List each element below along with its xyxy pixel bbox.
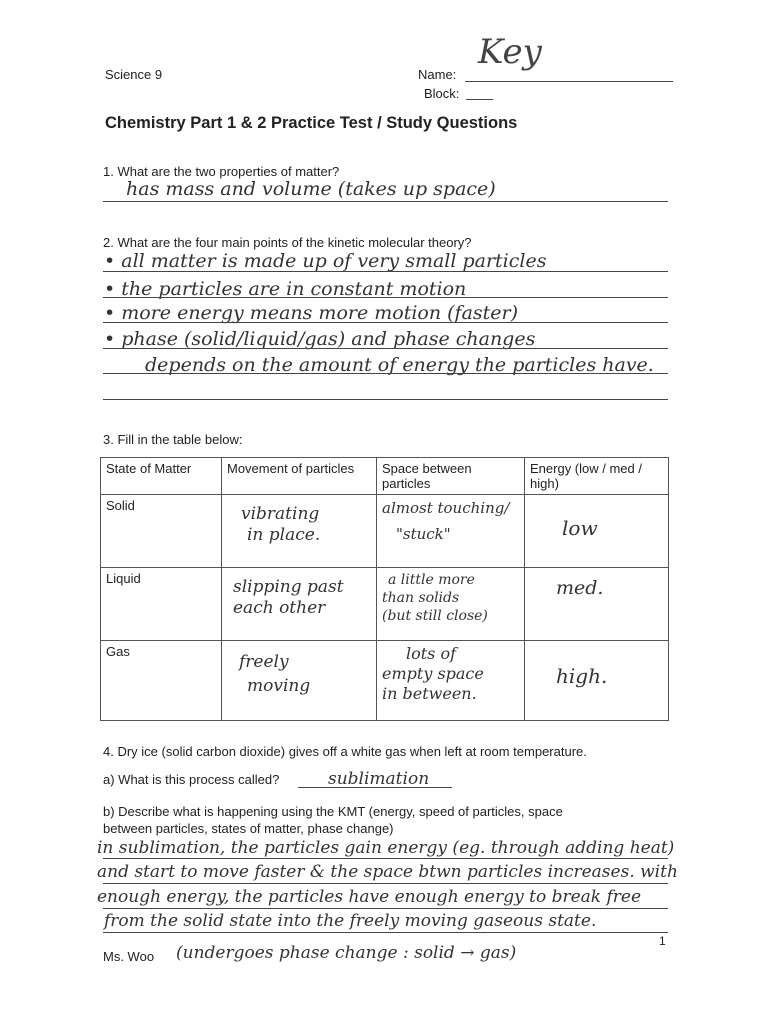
answer-line	[103, 348, 668, 349]
movement-cell	[222, 495, 377, 568]
name-value: Key	[478, 32, 542, 72]
space-line: lots of	[406, 644, 457, 663]
answer-2-line-5: depends on the amount of energy the particles have.	[145, 354, 654, 376]
answer-line	[103, 908, 668, 909]
answer-4b-line-5: (undergoes phase change : solid → gas)	[176, 943, 517, 963]
question-2: 2. What are the four main points of the kinetic molecular theory?	[103, 235, 472, 250]
table-row	[101, 641, 669, 721]
space-line: than solids	[382, 590, 460, 606]
energy-cell	[525, 495, 669, 568]
movement-line: in place.	[247, 525, 321, 545]
energy-cell	[525, 568, 669, 641]
space-cell	[377, 568, 525, 641]
answer-line	[103, 297, 668, 298]
answer-line	[103, 201, 668, 202]
answer-4b-line-2: and start to move faster & the space btwn particles increases. with	[97, 862, 678, 882]
answer-line	[103, 399, 668, 400]
movement-cell	[222, 641, 377, 721]
question-4b-line-2: between particles, states of matter, phase change)	[103, 821, 394, 836]
space-line: a little more	[388, 572, 475, 588]
answer-line	[103, 271, 668, 272]
space-line: in between.	[382, 684, 477, 703]
movement-line: freely	[239, 652, 289, 672]
answer-2-line-4: • phase (solid/liquid/gas) and phase changes	[104, 328, 536, 350]
energy-value: high.	[556, 664, 608, 688]
table-row	[101, 495, 669, 568]
answer-1: has mass and volume (takes up space)	[126, 178, 496, 200]
space-line: (but still close)	[382, 608, 488, 624]
states-table	[100, 457, 669, 721]
energy-value: low	[562, 516, 598, 540]
question-4: 4. Dry ice (solid carbon dioxide) gives off a white gas when left at room temperature.	[103, 744, 587, 759]
space-cell	[377, 495, 525, 568]
answer-4a: sublimation	[328, 769, 430, 789]
name-label: Name:	[418, 67, 457, 82]
answer-2-line-3: • more energy means more motion (faster)	[104, 302, 519, 324]
movement-line: moving	[247, 676, 311, 696]
page-number: 1	[659, 934, 666, 948]
space-line: "stuck"	[396, 525, 451, 543]
movement-cell	[222, 568, 377, 641]
answer-2-line-1: • all matter is made up of very small particles	[104, 250, 547, 272]
question-3: 3. Fill in the table below:	[103, 432, 243, 447]
movement-line: slipping past	[233, 577, 344, 597]
answer-4b-line-3: enough energy, the particles have enough energy to break free	[97, 887, 642, 907]
answer-2-line-2: • the particles are in constant motion	[104, 278, 467, 300]
answer-line	[103, 932, 668, 933]
movement-line: vibrating	[241, 504, 320, 524]
answer-4b-line-1: in sublimation, the particles gain energy (eg. through adding heat)	[97, 838, 675, 858]
page-title: Chemistry Part 1 & 2 Practice Test / Study Questions	[105, 114, 518, 132]
energy-cell	[525, 641, 669, 721]
table-header-row	[101, 458, 669, 495]
name-underline	[465, 81, 673, 82]
answer-line	[103, 883, 668, 884]
question-1: 1. What are the two properties of matter?	[103, 164, 340, 179]
answer-line	[103, 322, 668, 323]
header-space: Space between particles	[377, 458, 525, 495]
space-line: almost touching/	[382, 499, 510, 517]
block-underline	[466, 99, 493, 100]
state-cell: Solid	[101, 495, 222, 568]
space-line: empty space	[382, 664, 484, 683]
header-state: State of Matter	[101, 458, 222, 495]
answer-4b-line-4: from the solid state into the freely moving gaseous state.	[104, 911, 597, 931]
movement-line: each other	[233, 598, 326, 618]
energy-value: med.	[556, 577, 604, 599]
state-cell: Liquid	[101, 568, 222, 641]
answer-line	[103, 373, 668, 374]
state-cell: Gas	[101, 641, 222, 721]
question-4a: a) What is this process called?	[103, 772, 280, 787]
teacher-name: Ms. Woo	[103, 949, 155, 964]
course-name: Science 9	[105, 67, 163, 82]
space-cell	[377, 641, 525, 721]
block-label: Block:	[424, 86, 460, 101]
question-4b-line-1: b) Describe what is happening using the KMT (energy, speed of particles, space	[103, 804, 563, 819]
answer-line	[103, 858, 668, 859]
table-row	[101, 568, 669, 641]
header-movement: Movement of particles	[222, 458, 377, 495]
header-energy: Energy (low / med / high)	[525, 458, 669, 495]
